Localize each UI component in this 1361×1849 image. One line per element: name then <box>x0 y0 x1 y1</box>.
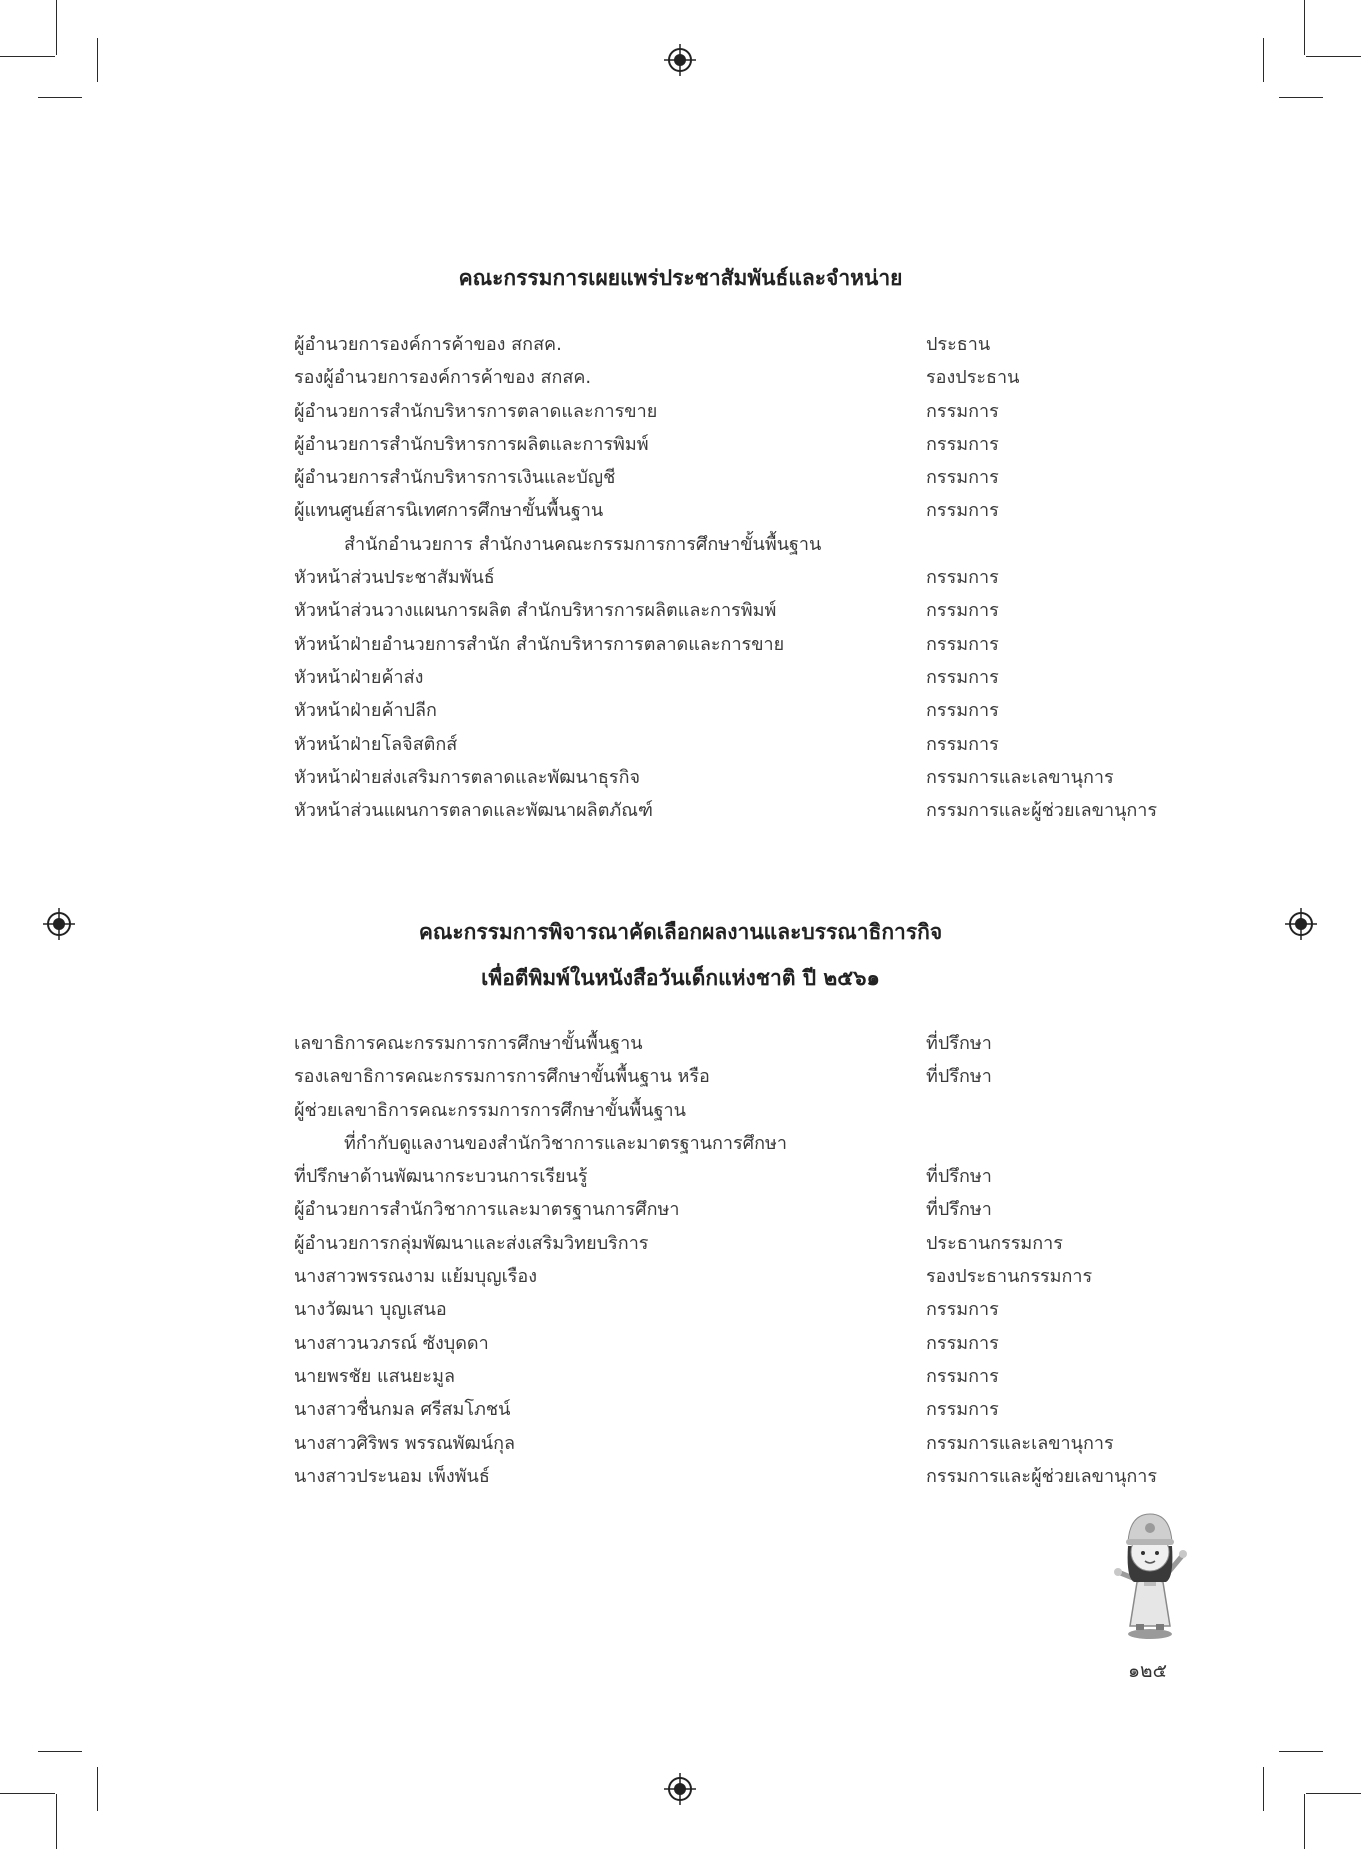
crop-mark <box>56 0 57 55</box>
list-item <box>294 661 1194 694</box>
list-item <box>294 461 1194 494</box>
member-title: หัวหน้าฝ่ายอำนวยการสำนัก สำนักบริหารการตลาดและการขาย <box>294 633 785 655</box>
section2-list <box>294 1027 1194 1493</box>
crop-mark <box>1279 97 1323 98</box>
list-item <box>294 528 1194 561</box>
crop-mark <box>1263 38 1264 82</box>
list-item <box>294 1327 1194 1360</box>
list-item <box>294 1094 1194 1127</box>
crop-mark <box>1304 0 1305 55</box>
member-role: กรรมการ <box>926 666 999 688</box>
member-title: ผู้อำนวยการสำนักบริหารการตลาดและการขาย <box>294 400 658 422</box>
list-item <box>294 1227 1194 1260</box>
member-name: นางสาวชื่นกมล ศรีสมโภชน์ <box>294 1399 511 1421</box>
list-item <box>294 328 1194 361</box>
member-role: รองประธานกรรมการ <box>926 1266 1093 1288</box>
member-role: ที่ปรึกษา <box>926 1199 992 1221</box>
member-name: นางสาวนวภรณ์ ซังบุดดา <box>294 1332 489 1354</box>
section1-list <box>294 328 1194 827</box>
crop-mark <box>1263 1767 1264 1811</box>
member-name: นางวัฒนา บุญเสนอ <box>294 1299 447 1321</box>
crop-mark <box>38 97 82 98</box>
member-title: หัวหน้าฝ่ายค้าส่ง <box>294 666 424 688</box>
member-role: ที่ปรึกษา <box>926 1166 992 1188</box>
girl-scout-mascot-icon <box>1110 1506 1195 1641</box>
section2-title-line2: เพื่อตีพิมพ์ในหนังสือวันเด็กแห่งชาติ ปี ๒๕๖๑ <box>481 966 880 990</box>
member-role: กรรมการ <box>926 567 999 589</box>
member-role: กรรมการ <box>926 700 999 722</box>
registration-mark-icon <box>664 1773 696 1805</box>
member-title: หัวหน้าส่วนประชาสัมพันธ์ <box>294 567 495 589</box>
member-title: ที่ปรึกษาด้านพัฒนากระบวนการเรียนรู้ <box>294 1166 588 1188</box>
member-role: กรรมการ <box>926 433 999 455</box>
list-item <box>294 1293 1194 1326</box>
member-role: กรรมการ <box>926 500 999 522</box>
list-item <box>294 1060 1194 1093</box>
member-role: กรรมการและเลขานุการ <box>926 766 1114 788</box>
member-role: กรรมการ <box>926 733 999 755</box>
member-title: หัวหน้าฝ่ายส่งเสริมการตลาดและพัฒนาธุรกิจ <box>294 766 641 788</box>
list-item <box>294 1160 1194 1193</box>
list-item <box>294 694 1194 727</box>
list-item <box>294 361 1194 394</box>
member-name: นายพรชัย แสนยะมูล <box>294 1365 455 1387</box>
list-item <box>294 794 1194 827</box>
list-item <box>294 395 1194 428</box>
crop-mark <box>1279 1751 1323 1752</box>
list-item <box>294 1193 1194 1226</box>
member-title-continuation: ที่กำกับดูแลงานของสำนักวิชาการและมาตรฐานการศึกษา <box>344 1132 787 1154</box>
member-role: กรรมการ <box>926 1332 999 1354</box>
crop-mark <box>0 1793 55 1794</box>
crop-mark <box>56 1794 57 1849</box>
list-item <box>294 1460 1194 1493</box>
member-title: ผู้อำนวยการสำนักวิชาการและมาตรฐานการศึกษา <box>294 1199 680 1221</box>
member-title: ผู้อำนวยการองค์การค้าของ สกสค. <box>294 334 562 355</box>
member-title: หัวหน้าฝ่ายโลจิสติกส์ <box>294 733 458 755</box>
member-role: กรรมการ <box>926 633 999 655</box>
page-number: ๑๒๕ <box>1128 1660 1167 1682</box>
crop-mark <box>97 1767 98 1811</box>
list-item <box>294 1427 1194 1460</box>
member-title: เลขาธิการคณะกรรมการการศึกษาขั้นพื้นฐาน <box>294 1033 643 1054</box>
member-title: ผู้อำนวยการสำนักบริหารการเงินและบัญชี <box>294 467 616 489</box>
list-item <box>294 1360 1194 1393</box>
member-role: กรรมการ <box>926 600 999 622</box>
section1-title: คณะกรรมการเผยแพร่ประชาสัมพันธ์และจำหน่าย <box>458 266 903 290</box>
list-item <box>294 494 1194 527</box>
list-item <box>294 1127 1194 1160</box>
crop-mark <box>1304 1794 1305 1849</box>
list-item <box>294 761 1194 794</box>
member-role: กรรมการและผู้ช่วยเลขานุการ <box>926 1465 1158 1487</box>
member-title: ผู้ช่วยเลขาธิการคณะกรรมการการศึกษาขั้นพื้นฐาน <box>294 1099 686 1121</box>
member-role: กรรมการและผู้ช่วยเลขานุการ <box>926 800 1158 822</box>
member-title: ผู้อำนวยการสำนักบริหารการผลิตและการพิมพ์ <box>294 433 649 455</box>
member-role: ประธาน <box>926 334 991 355</box>
member-role: กรรมการ <box>926 1399 999 1421</box>
member-role: กรรมการ <box>926 1365 999 1387</box>
crop-mark <box>0 56 55 57</box>
member-name: นางสาวประนอม เพ็งพันธ์ <box>294 1465 490 1487</box>
member-role: ที่ปรึกษา <box>926 1066 992 1088</box>
member-role: รองประธาน <box>926 367 1020 389</box>
list-item <box>294 728 1194 761</box>
member-name: นางสาวพรรณงาม แย้มบุญเรือง <box>294 1266 537 1288</box>
member-title: หัวหน้าฝ่ายค้าปลีก <box>294 700 437 722</box>
crop-mark <box>1306 56 1361 57</box>
section2-title-line1: คณะกรรมการพิจารณาคัดเลือกผลงานและบรรณาธิการกิจ <box>418 920 943 944</box>
list-item <box>294 428 1194 461</box>
registration-mark-icon <box>664 44 696 76</box>
crop-mark <box>38 1751 82 1752</box>
member-role: กรรมการ <box>926 467 999 489</box>
member-title: หัวหน้าส่วนแผนการตลาดและพัฒนาผลิตภัณฑ์ <box>294 800 653 822</box>
member-role: ประธานกรรมการ <box>926 1232 1063 1254</box>
list-item <box>294 1260 1194 1293</box>
member-role: กรรมการ <box>926 1299 999 1321</box>
crop-mark <box>97 38 98 82</box>
member-title: ผู้แทนศูนย์สารนิเทศการศึกษาขั้นพื้นฐาน <box>294 500 604 522</box>
member-title: หัวหน้าส่วนวางแผนการผลิต สำนักบริหารการผลิตและการพิมพ์ <box>294 600 777 622</box>
member-title: รองผู้อำนวยการองค์การค้าของ สกสค. <box>294 367 592 389</box>
list-item <box>294 594 1194 627</box>
member-role: กรรมการและเลขานุการ <box>926 1432 1114 1454</box>
list-item <box>294 1027 1194 1060</box>
member-role: ที่ปรึกษา <box>926 1033 992 1054</box>
list-item <box>294 561 1194 594</box>
member-title-continuation: สำนักอำนวยการ สำนักงานคณะกรรมการการศึกษาขั้นพื้นฐาน <box>344 533 822 555</box>
list-item <box>294 1393 1194 1426</box>
member-title: รองเลขาธิการคณะกรรมการการศึกษาขั้นพื้นฐาน หรือ <box>294 1066 710 1088</box>
list-item <box>294 628 1194 661</box>
member-title: ผู้อำนวยการกลุ่มพัฒนาและส่งเสริมวิทยบริการ <box>294 1232 649 1254</box>
member-name: นางสาวศิริพร พรรณพัฒน์กุล <box>294 1432 516 1454</box>
member-role: กรรมการ <box>926 400 999 422</box>
crop-mark <box>1306 1793 1361 1794</box>
